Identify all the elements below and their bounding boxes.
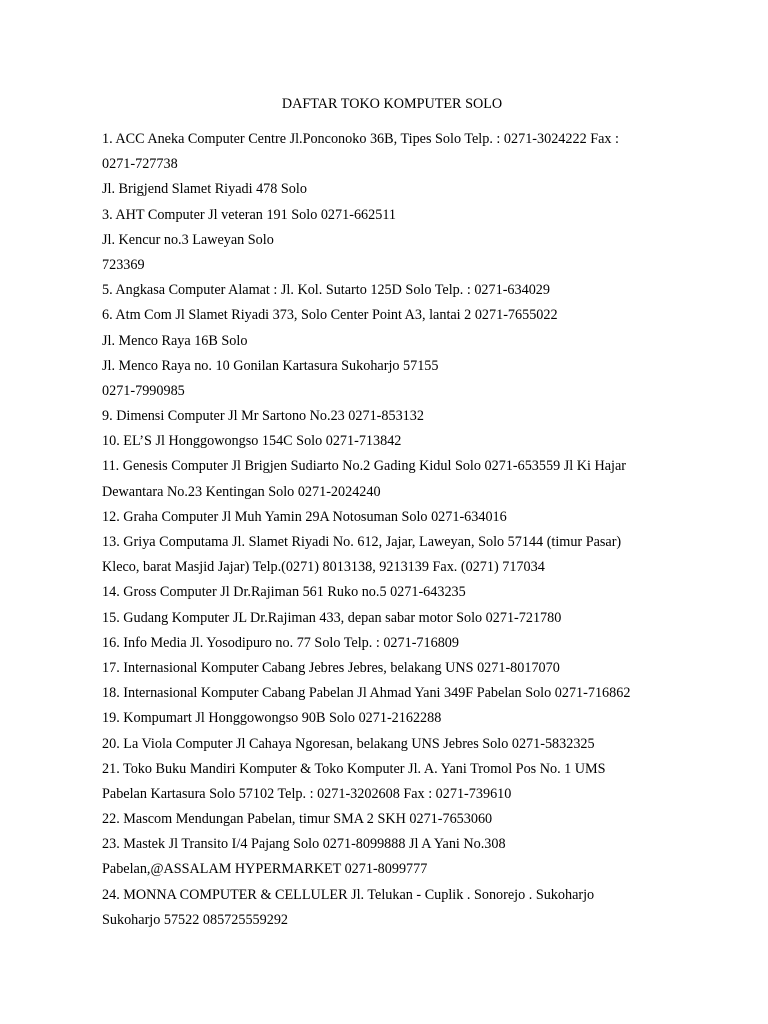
text-line: 723369 (102, 256, 145, 273)
document-title: DAFTAR TOKO KOMPUTER SOLO (281, 96, 503, 112)
text-line: 13. Griya Computama Jl. Slamet Riyadi No. 612, Jajar, Laweyan, Solo 57144 (timur Pasar) (102, 534, 622, 550)
text-line: Dewantara No.23 Kentingan Solo 0271-2024240 (102, 483, 381, 500)
store-list (102, 129, 702, 935)
text-line: 1. ACC Aneka Computer Centre Jl.Ponconoko 36B, Tipes Solo Telp. : 0271-3024222 Fax : (102, 131, 619, 147)
text-line: 24. MONNA COMPUTER & CELLULER Jl. Telukan - Cuplik . Sonorejo . Sukoharjo (102, 886, 595, 903)
text-line: 11. Genesis Computer Jl Brigjen Sudiarto No.2 Gading Kidul Solo 0271-653559 Jl Ki Hajar (102, 458, 626, 475)
text-line: 23. Mastek Jl Transito I/4 Pajang Solo 0271-8099888 Jl A Yani No.308 (102, 836, 506, 853)
text-line: 6. Atm Com Jl Slamet Riyadi 373, Solo Center Point A3, lantai 2 0271-7655022 (102, 307, 558, 324)
text-line: 15. Gudang Komputer JL Dr.Rajiman 433, depan sabar motor Solo 0271-721780 (102, 609, 562, 626)
text-line: 9. Dimensi Computer Jl Mr Sartono No.23 0271-853132 (102, 408, 424, 425)
text-line: 19. Kompumart Jl Honggowongso 90B Solo 0271-2162288 (102, 710, 442, 727)
text-line: 5. Angkasa Computer Alamat : Jl. Kol. Sutarto 125D Solo Telp. : 0271-634029 (102, 282, 550, 299)
text-line: 20. La Viola Computer Jl Cahaya Ngoresan, belakang UNS Jebres Solo 0271-5832325 (102, 735, 595, 752)
text-line: Pabelan,@ASSALAM HYPERMARKET 0271-8099777 (102, 861, 428, 878)
text-line: 21. Toko Buku Mandiri Komputer & Toko Komputer Jl. A. Yani Tromol Pos No. 1 UMS (102, 760, 606, 777)
text-line: Kleco, barat Masjid Jajar) Telp.(0271) 8013138, 9213139 Fax. (0271) 717034 (102, 559, 545, 576)
text-line: Jl. Menco Raya no. 10 Gonilan Kartasura Sukoharjo 57155 (102, 357, 439, 374)
text-line: 12. Graha Computer Jl Muh Yamin 29A Notosuman Solo 0271-634016 (102, 508, 507, 525)
text-line: 0271-727738 (102, 156, 178, 173)
text-line: Jl. Kencur no.3 Laweyan Solo (102, 231, 274, 248)
text-line: Jl. Menco Raya 16B Solo (102, 332, 248, 349)
text-line: Sukoharjo 57522 085725559292 (102, 911, 289, 928)
text-line: 10. EL’S Jl Honggowongso 154C Solo 0271-713842 (102, 433, 402, 450)
text-line: Jl. Brigjend Slamet Riyadi 478 Solo (102, 181, 307, 198)
text-line: 16. Info Media Jl. Yosodipuro no. 77 Solo Telp. : 0271-716809 (102, 634, 459, 651)
text-line: 3. AHT Computer Jl veteran 191 Solo 0271-662511 (102, 206, 396, 223)
text-line: 0271-7990985 (102, 382, 185, 399)
text-line: Pabelan Kartasura Solo 57102 Telp. : 0271-3202608 Fax : 0271-739610 (102, 785, 512, 802)
text-line: 17. Internasional Komputer Cabang Jebres Jebres, belakang UNS 0271-8017070 (102, 659, 560, 676)
text-line: 14. Gross Computer Jl Dr.Rajiman 561 Ruko no.5 0271-643235 (102, 584, 466, 601)
text-line: 22. Mascom Mendungan Pabelan, timur SMA 2 SKH 0271-7653060 (102, 811, 493, 828)
text-line: 18. Internasional Komputer Cabang Pabelan Jl Ahmad Yani 349F Pabelan Solo 0271-716862 (102, 685, 631, 702)
